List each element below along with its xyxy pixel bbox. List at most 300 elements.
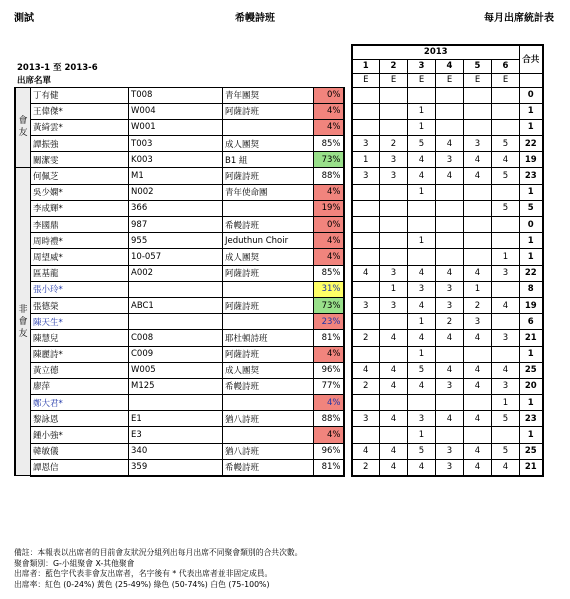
table-row [15,281,543,297]
row-total: 1 [520,184,543,200]
month-count: 4 [464,330,492,346]
member-code: E3 [129,427,223,443]
member-group: 成人團契 [223,136,314,152]
month-count: 1 [408,184,436,200]
attendance-rate: 73% [314,297,344,313]
month-count: 4 [380,411,408,427]
month-count [436,87,464,103]
month-count: 1 [352,152,380,168]
month-header: 5 [464,59,492,73]
month-count [380,249,408,265]
period-label: 2013-1 至 2013-6 [17,63,98,73]
member-group: 青年團契 [223,87,314,103]
month-count: 1 [408,119,436,135]
month-count [380,395,408,411]
month-count [464,103,492,119]
month-count: 4 [464,411,492,427]
month-count [380,217,408,233]
attendance-rate: 19% [314,200,344,216]
month-count: 4 [352,265,380,281]
table-row [15,184,543,200]
member-group: 希幔詩班 [223,459,314,475]
month-count [380,233,408,249]
month-header: 3 [408,59,436,73]
month-count: 4 [436,265,464,281]
member-name: 何佩芝 [31,168,129,184]
list-label: 出席名單 [17,75,52,86]
month-count [408,395,436,411]
month-count [380,103,408,119]
month-count: 4 [408,297,436,313]
member-group: 希幔詩班 [223,217,314,233]
member-name: 周時禮* [31,233,129,249]
month-count: 4 [436,330,464,346]
row-total: 19 [520,297,543,313]
month-count: 2 [464,297,492,313]
member-name: 區基龍 [31,265,129,281]
member-name: 陳麗詩* [31,346,129,362]
member-code: M1 [129,168,223,184]
month-count [380,427,408,443]
month-count [492,87,520,103]
month-count: 4 [492,459,520,475]
month-count: 3 [436,378,464,394]
table-row [15,378,543,394]
row-total: 6 [520,314,543,330]
month-count: 4 [464,443,492,459]
event-code: E [408,73,436,87]
member-name: 譚恩信 [31,459,129,475]
row-total: 0 [520,217,543,233]
member-group: 成人團契 [223,249,314,265]
month-count [352,427,380,443]
month-count [352,200,380,216]
month-header: 1 [352,59,380,73]
event-code: E [492,73,520,87]
member-group: 猶八詩班 [223,443,314,459]
table-row [15,217,543,233]
month-count [492,314,520,330]
month-count [352,184,380,200]
member-name: 張德榮 [31,297,129,313]
member-name: 譚振強 [31,136,129,152]
month-count: 3 [436,152,464,168]
member-group [223,395,314,411]
month-count [352,119,380,135]
month-count: 4 [436,411,464,427]
month-count [352,314,380,330]
row-total: 25 [520,362,543,378]
member-group [223,314,314,330]
member-group: 阿薩詩班 [223,265,314,281]
month-count: 3 [492,378,520,394]
member-group: B1 組 [223,152,314,168]
attendance-rate: 88% [314,168,344,184]
month-count: 1 [380,281,408,297]
member-name: 黃立德 [31,362,129,378]
member-code: T003 [129,136,223,152]
member-name: 張小玲* [31,281,129,297]
attendance-rate: 4% [314,395,344,411]
attendance-rate: 31% [314,281,344,297]
month-count [492,217,520,233]
month-count: 3 [380,168,408,184]
month-count: 5 [492,200,520,216]
note-line: 出席率：紅色 (0-24%) 黃色 (25-49%) 綠色 (50-74%) 白色 (75-100%) [14,579,270,589]
member-code: W001 [129,119,223,135]
month-count [492,233,520,249]
month-header: 6 [492,59,520,73]
member-code: 955 [129,233,223,249]
row-total: 1 [520,119,543,135]
member-code: A002 [129,265,223,281]
attendance-rate: 0% [314,87,344,103]
member-group: 阿薩詩班 [223,168,314,184]
attendance-rate: 4% [314,184,344,200]
month-count: 3 [380,265,408,281]
row-total: 1 [520,249,543,265]
month-count [492,119,520,135]
month-count: 4 [464,378,492,394]
table-row [15,411,543,427]
month-count [408,217,436,233]
month-count [464,200,492,216]
attendance-rate: 81% [314,330,344,346]
member-name: 丁有健 [31,87,129,103]
table-row [15,427,543,443]
month-count: 5 [492,168,520,184]
month-count: 3 [352,411,380,427]
month-count: 1 [492,249,520,265]
month-count: 1 [408,103,436,119]
month-count: 3 [436,459,464,475]
row-total: 25 [520,443,543,459]
month-count: 4 [352,443,380,459]
member-group: 青年使命團 [223,184,314,200]
member-name: 韓敏儀 [31,443,129,459]
footnotes [14,548,302,590]
month-header: 4 [436,59,464,73]
row-total: 22 [520,265,543,281]
attendance-rate: 85% [314,265,344,281]
month-count: 4 [464,459,492,475]
row-total: 8 [520,281,543,297]
month-count: 5 [492,443,520,459]
month-count [408,249,436,265]
month-count [352,217,380,233]
month-count [436,119,464,135]
month-count: 4 [464,362,492,378]
month-count [436,395,464,411]
month-count: 4 [492,297,520,313]
month-count: 4 [380,330,408,346]
month-count [492,184,520,200]
group-label [15,87,31,168]
month-count [464,184,492,200]
attendance-rate: 81% [314,459,344,475]
member-code: 359 [129,459,223,475]
month-count: 3 [380,297,408,313]
member-code: W004 [129,103,223,119]
attendance-table [14,44,544,477]
month-count: 3 [464,136,492,152]
table-row [15,395,543,411]
month-count [464,249,492,265]
month-count: 3 [436,443,464,459]
month-count: 4 [464,152,492,168]
month-count: 5 [408,362,436,378]
member-name: 關潔雯 [31,152,129,168]
month-count: 4 [408,265,436,281]
month-count: 4 [436,136,464,152]
month-count: 5 [492,136,520,152]
month-count: 1 [408,314,436,330]
attendance-rate: 88% [314,411,344,427]
row-total: 1 [520,233,543,249]
table-row [15,168,543,184]
member-code: C009 [129,346,223,362]
table-row [15,314,543,330]
month-count: 4 [380,443,408,459]
member-code: E1 [129,411,223,427]
table-row [15,119,543,135]
row-total: 19 [520,152,543,168]
month-count [464,233,492,249]
member-code: N002 [129,184,223,200]
row-total: 5 [520,200,543,216]
row-total: 1 [520,395,543,411]
month-count [436,427,464,443]
month-count: 3 [436,297,464,313]
member-name: 黃綺雲* [31,119,129,135]
table-row [15,233,543,249]
month-count [380,184,408,200]
month-count [436,233,464,249]
attendance-rate: 96% [314,443,344,459]
month-count: 4 [380,459,408,475]
month-count [464,395,492,411]
member-group: 希幔詩班 [223,378,314,394]
member-code: K003 [129,152,223,168]
group-label [15,168,31,476]
member-group [223,427,314,443]
month-count: 4 [408,168,436,184]
month-count [464,87,492,103]
month-count [352,103,380,119]
month-count: 3 [492,265,520,281]
month-count: 1 [492,395,520,411]
month-count: 4 [408,330,436,346]
month-count: 4 [436,362,464,378]
month-count [436,184,464,200]
member-code: T008 [129,87,223,103]
row-total: 1 [520,103,543,119]
month-count [380,200,408,216]
attendance-rate: 77% [314,378,344,394]
month-count: 1 [408,427,436,443]
table-row [15,362,543,378]
table-row [15,297,543,313]
table-row [15,443,543,459]
table-row [15,459,543,475]
note-line: 備註：本報表以出席者的目前會友狀況分組列出每月出席不同聚會類別的合共次數。 [14,548,303,557]
attendance-rate: 85% [314,136,344,152]
member-group [223,119,314,135]
member-name: 周望威* [31,249,129,265]
month-count: 2 [352,378,380,394]
table-row [15,200,543,216]
month-count [436,249,464,265]
month-count: 4 [464,168,492,184]
month-count [408,200,436,216]
row-total: 22 [520,136,543,152]
month-count: 3 [408,411,436,427]
month-count [352,249,380,265]
month-count: 3 [352,168,380,184]
member-group: 阿薩詩班 [223,346,314,362]
group-label-text: 會友 [18,116,28,139]
event-code: E [464,73,492,87]
attendance-rate: 4% [314,346,344,362]
attendance-rate: 4% [314,427,344,443]
member-name: 李成輝* [31,200,129,216]
month-count: 4 [408,152,436,168]
member-group: 成人團契 [223,362,314,378]
row-total: 21 [520,330,543,346]
member-code: 366 [129,200,223,216]
month-count: 4 [408,459,436,475]
row-total: 23 [520,168,543,184]
month-count [492,427,520,443]
member-group: 耶杜頓詩班 [223,330,314,346]
table-row [15,136,543,152]
member-code: 987 [129,217,223,233]
month-count [492,346,520,362]
row-total: 1 [520,427,543,443]
month-count: 3 [408,281,436,297]
month-count: 2 [352,330,380,346]
member-name: 王偉傑* [31,103,129,119]
member-code: 340 [129,443,223,459]
event-code: E [352,73,380,87]
member-name: 廖萍 [31,378,129,394]
row-total: 21 [520,459,543,475]
event-code: E [436,73,464,87]
month-count: 4 [380,378,408,394]
month-count [352,346,380,362]
table-row [15,346,543,362]
month-count: 2 [380,136,408,152]
report-title: 測試 [14,13,34,24]
attendance-rate: 4% [314,233,344,249]
month-count: 4 [436,168,464,184]
month-count: 3 [464,314,492,330]
member-code [129,281,223,297]
month-count [380,314,408,330]
month-count [464,427,492,443]
row-total: 0 [520,87,543,103]
member-code [129,395,223,411]
member-name: 陳天生* [31,314,129,330]
month-count [436,346,464,362]
month-count [352,87,380,103]
month-count [408,87,436,103]
row-total: 23 [520,411,543,427]
attendance-rate: 4% [314,103,344,119]
member-code: W005 [129,362,223,378]
report-type: 每月出席統計表 [484,13,554,24]
member-group: 阿薩詩班 [223,103,314,119]
month-count: 1 [408,346,436,362]
attendance-rate: 0% [314,217,344,233]
month-count: 4 [352,362,380,378]
attendance-rate: 96% [314,362,344,378]
member-name: 李國鼎 [31,217,129,233]
table-row [15,103,543,119]
month-count: 4 [464,265,492,281]
month-count: 3 [436,281,464,297]
member-name: 鄭大君* [31,395,129,411]
event-code: E [380,73,408,87]
member-group: 阿薩詩班 [223,297,314,313]
month-count [380,346,408,362]
table-row [15,152,543,168]
month-count [492,281,520,297]
month-count [352,395,380,411]
group-label-text: 非會友 [18,304,28,339]
month-count [436,217,464,233]
month-count [436,200,464,216]
table-row [15,265,543,281]
month-count: 5 [408,443,436,459]
month-count: 1 [464,281,492,297]
member-name: 鍾小強* [31,427,129,443]
month-count: 3 [492,330,520,346]
row-total: 20 [520,378,543,394]
attendance-rate: 4% [314,249,344,265]
month-count [352,281,380,297]
member-name: 陳慧兒 [31,330,129,346]
month-count [464,119,492,135]
month-count [464,217,492,233]
month-count: 4 [492,362,520,378]
note-line: 出席者：藍色字代表非會友出席者，名字後有 * 代表出席者並非固定成員。 [14,569,273,579]
member-group: 猶八詩班 [223,411,314,427]
member-code: C008 [129,330,223,346]
attendance-rate: 4% [314,119,344,135]
month-count: 2 [352,459,380,475]
month-count: 5 [492,411,520,427]
member-group [223,281,314,297]
month-count [380,119,408,135]
year-header: 2013 [352,45,520,59]
month-count: 1 [408,233,436,249]
month-header: 2 [380,59,408,73]
table-row [15,330,543,346]
month-count [464,346,492,362]
month-count [380,87,408,103]
member-code: 10-057 [129,249,223,265]
month-count: 4 [380,362,408,378]
month-count [436,103,464,119]
month-count: 3 [352,297,380,313]
attendance-rate: 73% [314,152,344,168]
month-count: 4 [408,378,436,394]
row-total: 1 [520,346,543,362]
member-group: Jeduthun Choir [223,233,314,249]
table-row [15,87,543,103]
table-row [15,249,543,265]
